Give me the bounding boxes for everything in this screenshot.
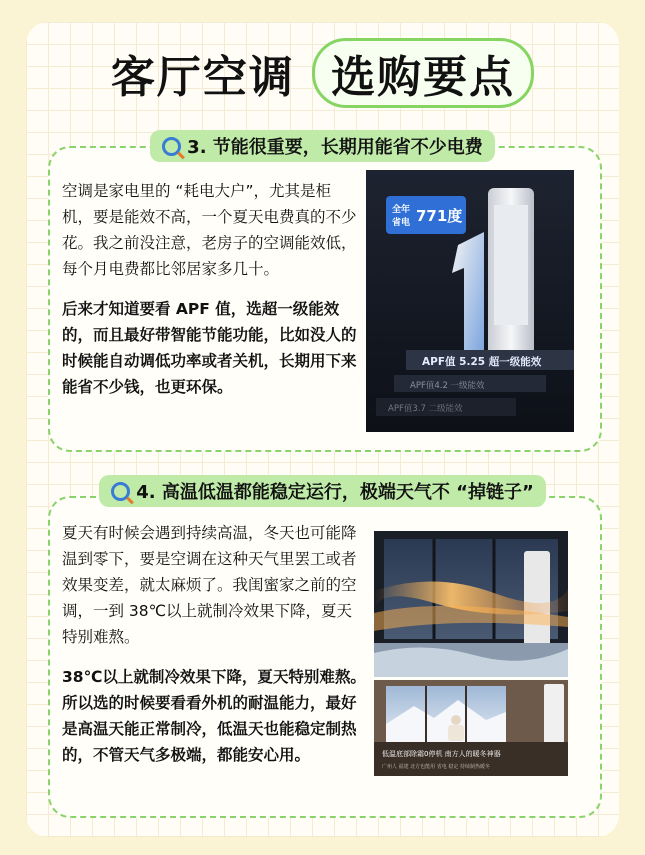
section4-para2: 38℃以上就制冷效果下降，夏天特别难熬。所以选的时候要看看外机的耐温能力，最好是高温天能正常制冷，低温天也能稳定制热的，不管天气多极端，都能安心用。 bbox=[62, 668, 366, 764]
section3-header bbox=[0, 130, 645, 162]
section4-snow-image bbox=[374, 531, 568, 677]
section4-para1: 夏天有时候会遇到持续高温，冬天也可能降温到零下，要是空调在这种天气里罢工或者效果变差，就太麻烦了。我闺蜜家之前的空调，一到 38℃以上就制冷效果下降，夏天特别难熬。 bbox=[62, 524, 357, 646]
apf-tier-2: APF值4.2 一级能效 bbox=[410, 381, 485, 391]
magnifier-icon bbox=[111, 482, 130, 501]
section3-heading-pill bbox=[150, 130, 495, 162]
section3-heading: 3. 节能很重要，长期用能省不少电费 bbox=[187, 137, 483, 158]
badge-value: 771度 bbox=[416, 207, 463, 225]
section4-text bbox=[62, 520, 367, 782]
section4-heading-pill bbox=[99, 475, 546, 507]
section4-heading: 4. 高温低温都能稳定运行，极端天气不 “掉链子” bbox=[136, 482, 534, 503]
section3-para1: 空调是家电里的 “耗电大户”，尤其是柜机，要是能效不高，一个夏天电费真的不少花。我之前没注意，老房子的空调能效低，每个月电费都比邻居家多几十。 bbox=[62, 182, 357, 278]
apf-tier-3: APF值3.7 二级能效 bbox=[388, 404, 463, 414]
magnifier-icon bbox=[162, 137, 181, 156]
title-highlight: 选购要点 bbox=[312, 38, 534, 108]
section4-header bbox=[0, 475, 645, 507]
section4-room-image bbox=[374, 680, 568, 776]
apf-tier-1: APF值 5.25 超一级能效 bbox=[422, 356, 542, 368]
section3-para2: 后来才知道要看 APF 值，选超一级能效的，而且最好带智能节能功能，比如没人的时候能自动调低功率或者关机，长期用下来能省不少钱，也更环保。 bbox=[62, 300, 357, 396]
title-part1: 客厅空调 bbox=[110, 52, 295, 103]
badge-top: 全年 bbox=[392, 205, 411, 215]
room-subcaption: 广州人 福建 北方也能用 省电 稳定 持续制热暖冬 bbox=[382, 764, 490, 770]
section3-product-image bbox=[366, 170, 574, 432]
badge-bottom: 省电 bbox=[392, 218, 411, 228]
page-title bbox=[0, 38, 645, 108]
section3-text bbox=[62, 178, 360, 414]
room-caption: 低温底部除霜0停机 南方人的暖冬神器 bbox=[382, 750, 501, 758]
